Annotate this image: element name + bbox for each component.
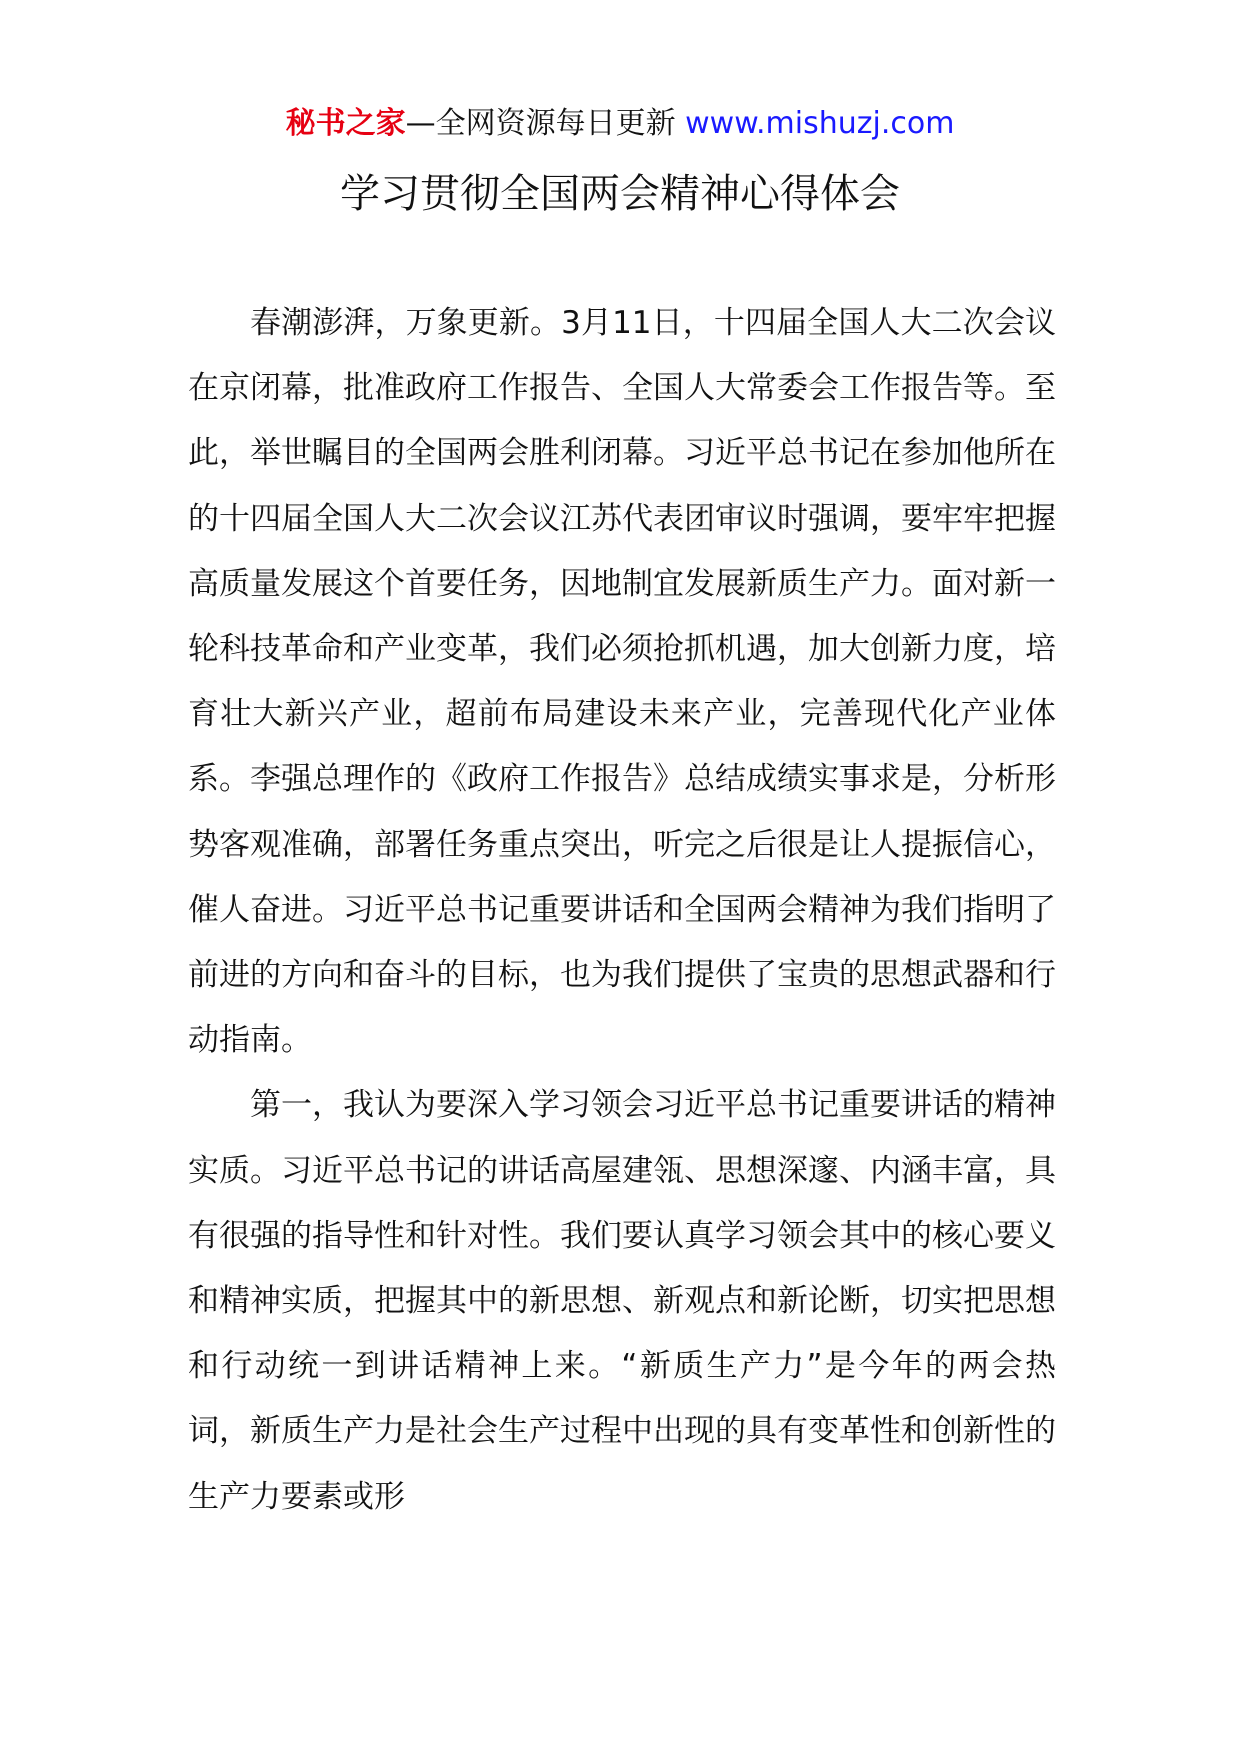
site-tagline: —全网资源每日更新	[405, 106, 686, 141]
paragraph-text: 春潮澎湃，万象更新。3月11日，十四届全国人大二次会议在京闭幕，批准政府工作报告、全国人大常委会工作报告等。至此，举世瞩目的全国两会胜利闭幕。习近平总书记在参加他所在的十四届全国人大二次会议江苏代表团审议时强调，要牢牢把握高质量发展这个首要任务，因地制宜发展新质生产力。面对新一轮科技革命和产业变革，我们必须抢抓机遇，加大创新力度，培育壮大新兴产业，超前布局建设未来产业，完善现代化产业体系。李强总理作的《政府工作报告》总结成绩实事求是，分析形势客观准确，部署任务重点突出，听完之后很是让人提振信心，催人奋进。习近平总书记重要讲话和全国两会精神为我们指明了前进的方向和奋斗的目标，也为我们提供了宝贵的思想武器和行动指南。	[188, 305, 1056, 1059]
paragraph-2	[188, 1073, 1056, 1529]
site-url-link[interactable]: www.mishuzj.com	[685, 106, 955, 141]
site-name: 秘书之家	[285, 106, 406, 141]
paragraph-lead: 第一，	[250, 1087, 343, 1124]
paragraph-text: 我认为要深入学习领会习近平总书记重要讲话的精神实质。习近平总书记的讲话高屋建瓴、思想深邃、内涵丰富，具有很强的指导性和针对性。我们要认真学习领会其中的核心要义和精神实质，把握其中的新思想、新观点和新论断，切实把思想和行动统一到讲话精神上来。“新质生产力”是今年的两会热词，新质生产力是社会生产过程中出现的具有变革性和创新性的生产力要素或形	[188, 1087, 1056, 1515]
document-body	[188, 291, 1056, 1530]
document-title: 学习贯彻全国两会精神心得体会	[340, 171, 900, 217]
site-header	[0, 102, 1240, 146]
paragraph-1	[188, 291, 1056, 1073]
